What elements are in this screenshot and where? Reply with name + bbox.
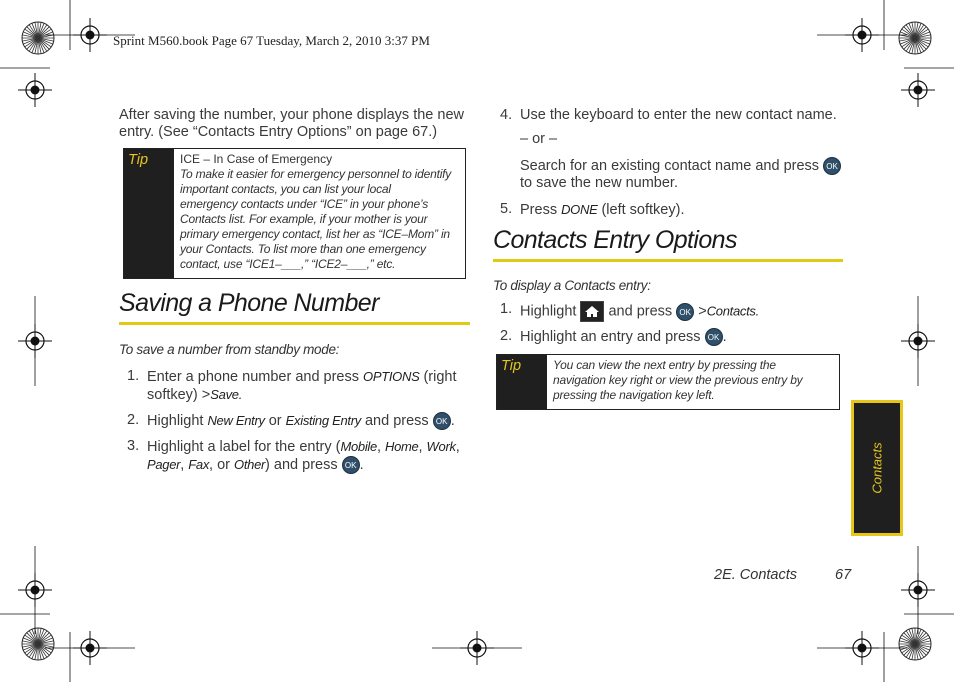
list-item: 1. Enter a phone number and press OPTIONS (right softkey) >Save. bbox=[127, 368, 457, 403]
starburst-target-icon bbox=[22, 628, 54, 660]
section-rule bbox=[119, 322, 470, 325]
tip-content: ICE – In Case of Emergency To make it easier for emergency personnel to identify important contacts, you can list your local emergency contacts under “ICE” in your phone’s Contacts list. For example, if your mother is your primary emergency contact, list her as “ICE–Mom” in your Contacts. To list more than one emergency contact, use “ICE1–___,” “ICE2–___,” etc. bbox=[180, 152, 452, 271]
list-item: 1. Highlight and press OK >Contacts. bbox=[500, 301, 845, 322]
list-item: 2. Highlight an entry and press OK . bbox=[500, 328, 727, 345]
section-intro-contacts: To display a Contacts entry: bbox=[493, 278, 651, 293]
steps-contacts-entry bbox=[500, 301, 845, 346]
steps-continued bbox=[500, 107, 845, 219]
registration-mark-icon bbox=[18, 73, 52, 107]
section-intro-saving: To save a number from standby mode: bbox=[119, 342, 340, 357]
tip-title: ICE – In Case of Emergency bbox=[180, 152, 333, 166]
list-item: 4. Use the keyboard to enter the new contact name. bbox=[500, 107, 837, 123]
section-title-saving: Saving a Phone Number bbox=[119, 289, 379, 317]
tip-box-navigation bbox=[496, 354, 840, 410]
starburst-target-icon bbox=[22, 22, 54, 54]
side-tab-contacts bbox=[851, 400, 903, 536]
tip-label: Tip bbox=[124, 149, 174, 278]
list-item: 5. Press DONE (left softkey). bbox=[500, 201, 685, 218]
section-rule bbox=[493, 259, 843, 262]
or-text: – or – bbox=[520, 131, 558, 147]
starburst-target-icon bbox=[899, 628, 931, 660]
ok-button-icon: OK bbox=[433, 412, 451, 430]
registration-mark-icon bbox=[901, 73, 935, 107]
list-item: 2. Highlight New Entry or Existing Entry and press OK . bbox=[127, 412, 455, 429]
starburst-target-icon bbox=[899, 22, 931, 54]
steps-saving bbox=[127, 368, 472, 474]
page-header: Sprint M560.book Page 67 Tuesday, March 2, 2010 3:37 PM bbox=[113, 33, 430, 48]
footer-chapter: 2E. Contacts bbox=[714, 567, 798, 583]
home-icon bbox=[580, 301, 604, 322]
tip-box-ice bbox=[123, 148, 466, 279]
section-title-contacts-entry: Contacts Entry Options bbox=[493, 226, 737, 254]
tip-content: You can view the next entry by pressing the navigation key right or view the previous entry by pressing the navigation key left. bbox=[553, 358, 803, 402]
search-paragraph: Search for an existing contact name and press OK to save the new number. bbox=[520, 157, 845, 192]
ok-button-icon: OK bbox=[342, 456, 360, 474]
side-tab-label: Contacts bbox=[869, 442, 885, 494]
page-number: 67 bbox=[835, 567, 852, 583]
ok-button-icon: OK bbox=[676, 303, 694, 321]
ok-button-icon: OK bbox=[705, 328, 723, 346]
list-item: 3. Highlight a label for the entry (Mobile, Home, Work, Pager, Fax, or Other) and press OK . bbox=[127, 438, 460, 474]
intro-paragraph: After saving the number, your phone displays the new entry. (See “Contacts Entry Options” on page 67.) bbox=[119, 107, 464, 140]
tip-label: Tip bbox=[497, 355, 547, 409]
ok-button-icon: OK bbox=[823, 157, 841, 175]
